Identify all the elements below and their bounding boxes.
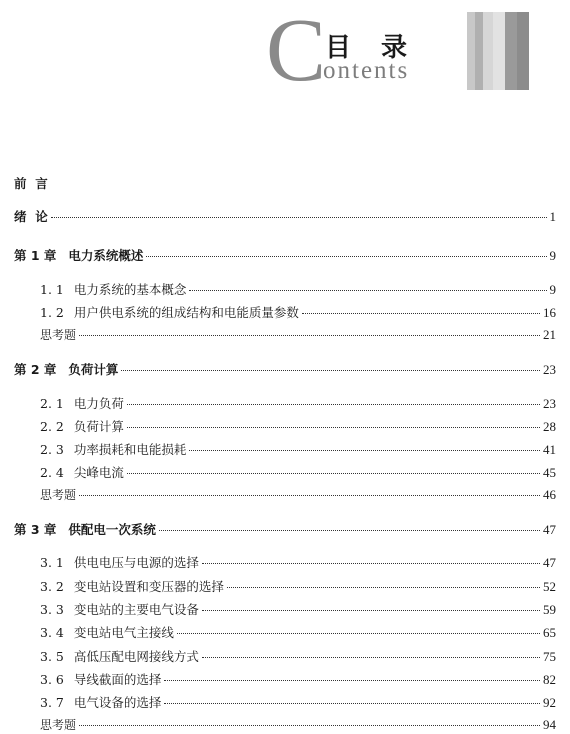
toc-entry-number: 3. 2: [40, 579, 64, 594]
toc-chapter-row[interactable]: [14, 207, 556, 225]
toc-section-row[interactable]: [14, 417, 556, 435]
header-stripe: [505, 12, 517, 90]
toc-entry-number: 2. 2: [40, 419, 64, 434]
toc-page-number: 75: [543, 649, 556, 664]
contents-header: [0, 0, 570, 100]
toc-dot-leader: [51, 217, 547, 218]
toc-page-number: 94: [543, 717, 556, 732]
toc-dot-leader: [127, 427, 540, 428]
toc-entry-title: 思考题: [40, 718, 77, 732]
toc-page-number: 65: [543, 625, 556, 640]
toc-entry-number: 3. 6: [40, 672, 64, 687]
toc-page-number: 46: [543, 487, 556, 502]
toc-entry-title: 变电站的主要电气设备: [73, 602, 199, 617]
toc-chapter-row[interactable]: [14, 360, 556, 378]
toc-questions-row[interactable]: [14, 326, 556, 344]
toc-page-number: 21: [543, 327, 556, 342]
toc-entry-number: 2. 4: [40, 465, 64, 480]
toc-entry-title: 供配电一次系统: [68, 522, 156, 537]
toc-entry-number: 1. 1: [40, 282, 64, 297]
toc-entry-title: 用户供电系统的组成结构和电能质量参数: [73, 305, 299, 320]
header-stripe: [467, 12, 475, 90]
toc-page-number: 23: [543, 362, 556, 377]
toc-entry-number: 第 2 章: [14, 362, 57, 377]
toc-dot-leader: [227, 587, 540, 588]
toc-dot-leader: [202, 657, 540, 658]
toc-page-number: 9: [549, 282, 556, 297]
toc-page-number: 59: [543, 602, 556, 617]
header-stripe: [493, 12, 505, 90]
toc-entry-number: 第 3 章: [14, 522, 57, 537]
toc-dot-leader: [189, 450, 540, 451]
toc-entry-title: 思考题: [40, 328, 77, 342]
toc-dot-leader: [79, 335, 540, 336]
toc-entry-title: 高低压配电网接线方式: [73, 649, 199, 664]
toc-page-number: 92: [543, 695, 556, 710]
toc-chapter-row[interactable]: [14, 174, 556, 192]
toc-dot-leader: [79, 495, 540, 496]
toc-section-row[interactable]: [14, 553, 556, 571]
toc-dot-leader: [127, 473, 540, 474]
toc-entry-number: 3. 4: [40, 625, 64, 640]
toc-section-row[interactable]: [14, 623, 556, 641]
header-big-letter: C: [266, 1, 327, 100]
toc-section-row[interactable]: [14, 280, 556, 298]
toc-questions-row[interactable]: [14, 486, 556, 504]
toc-page-number: 52: [543, 579, 556, 594]
toc-page-number: 47: [543, 555, 556, 570]
toc-dot-leader: [159, 530, 540, 531]
header-stripe: [475, 12, 483, 90]
header-stripe: [483, 12, 493, 90]
toc-dot-leader: [146, 256, 546, 257]
toc-section-row[interactable]: [14, 693, 556, 711]
toc-entry-title: 尖峰电流: [73, 465, 124, 480]
toc-entry-title: 绪 论: [14, 209, 48, 224]
header-stripe-decoration: [467, 12, 529, 90]
toc-dot-leader: [127, 404, 540, 405]
toc-dot-leader: [121, 370, 540, 371]
toc-chapter-row[interactable]: [14, 520, 556, 538]
toc-dot-leader: [164, 703, 540, 704]
toc-entry-title: 功率损耗和电能损耗: [73, 442, 187, 457]
toc-entry-number: 2. 3: [40, 442, 64, 457]
toc-page-number: 23: [543, 396, 556, 411]
toc-entry-number: 2. 1: [40, 396, 64, 411]
toc-entry-title: 负荷计算: [73, 419, 124, 434]
toc-section-row[interactable]: [14, 577, 556, 595]
header-stripe: [517, 12, 529, 90]
toc-dot-leader: [302, 313, 540, 314]
toc-entry-title: 负荷计算: [68, 362, 119, 377]
toc-entry-title: 电力系统概述: [68, 248, 144, 263]
toc-page-number: 47: [543, 522, 556, 537]
toc-entry-title: 供电电压与电源的选择: [73, 555, 199, 570]
toc-questions-row[interactable]: [14, 716, 556, 734]
toc-page-number: 9: [549, 248, 556, 263]
toc-section-row[interactable]: [14, 303, 556, 321]
toc-dot-leader: [189, 290, 546, 291]
header-title-cn: 目录: [325, 33, 438, 63]
toc-entry-title: 思考题: [40, 488, 77, 502]
toc-entry-number: 第 1 章: [14, 248, 57, 263]
toc-entry-number: 3. 5: [40, 649, 64, 664]
toc-page-number: 45: [543, 465, 556, 480]
toc-page-number: 1: [549, 209, 556, 224]
toc-entry-number: 3. 7: [40, 695, 64, 710]
header-title-en: ontents: [323, 57, 410, 84]
toc-page-number: 16: [543, 305, 556, 320]
toc-section-row[interactable]: [14, 670, 556, 688]
toc-section-row[interactable]: [14, 394, 556, 412]
toc-dot-leader: [164, 680, 540, 681]
toc-entry-title: 变电站设置和变压器的选择: [73, 579, 224, 594]
toc-entry-title: 电力负荷: [73, 396, 124, 411]
toc-entry-title: 导线截面的选择: [73, 672, 162, 687]
toc-page-number: 82: [543, 672, 556, 687]
toc-dot-leader: [79, 725, 540, 726]
toc-page-number: 41: [543, 442, 556, 457]
toc-entry-number: 1. 2: [40, 305, 64, 320]
toc-section-row[interactable]: [14, 600, 556, 618]
toc-entry-title: 电气设备的选择: [73, 695, 162, 710]
toc-page-number: 28: [543, 419, 556, 434]
toc-entry-number: 3. 1: [40, 555, 64, 570]
toc-dot-leader: [202, 610, 540, 611]
toc-chapter-row[interactable]: [14, 246, 556, 264]
toc-entry-title: 变电站电气主接线: [73, 625, 174, 640]
toc-dot-leader: [202, 563, 540, 564]
toc-section-row[interactable]: [14, 440, 556, 458]
toc-entry-title: 电力系统的基本概念: [73, 282, 187, 297]
toc-dot-leader: [177, 633, 540, 634]
toc-entry-title: 前 言: [14, 176, 48, 191]
toc-section-row[interactable]: [14, 463, 556, 481]
toc-section-row[interactable]: [14, 647, 556, 665]
toc-entry-number: 3. 3: [40, 602, 64, 617]
